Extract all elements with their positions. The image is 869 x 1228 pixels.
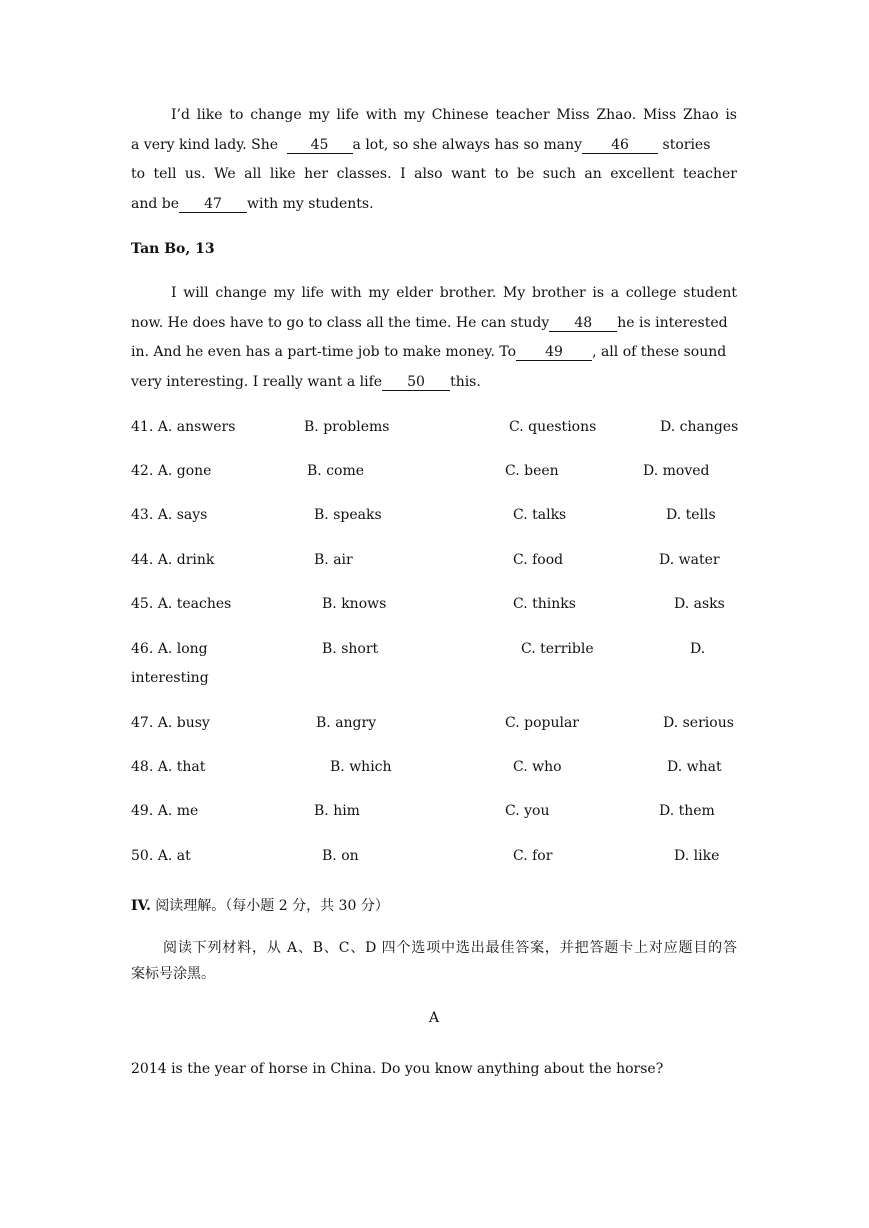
passage1-line4 — [131, 194, 737, 214]
q46-option-b: B. short — [322, 641, 379, 657]
passage2-line4 — [131, 372, 737, 392]
q49-option-a: 49. A. me — [131, 803, 199, 819]
q47-option-a: 47. A. busy — [131, 715, 210, 731]
blank-47: 47 — [179, 196, 247, 213]
q46-option-c: C. terrible — [521, 641, 594, 657]
passage2-text: he is interested — [617, 315, 728, 331]
passage2-text: very interesting. I really want a life — [131, 374, 383, 390]
section-instruction-line1: 阅读下列材料，从 A、B、C、D 四个选项中选出最佳答案，并把答题卡上对应题目的答 — [163, 940, 737, 956]
passage1-line1: I’d like to change my life with my Chinese teacher Miss Zhao. Miss Zhao is — [171, 107, 737, 123]
q44-option-a: 44. A. drink — [131, 552, 215, 568]
section-instruction-line2: 案标号涂黑。 — [131, 966, 215, 982]
passage1-text: with my students. — [247, 196, 374, 212]
q48-option-b: B. which — [330, 759, 392, 775]
q49-option-c: C. you — [505, 803, 550, 819]
blank-48: 48 — [549, 315, 617, 332]
q46-option-a: 46. A. long — [131, 641, 208, 657]
q45-option-d: D. asks — [674, 596, 725, 612]
passage2-text: in. And he even has a part-time job to make money. To — [131, 344, 517, 360]
author-tan-bo: Tan Bo, 13 — [131, 241, 215, 257]
q47-option-b: B. angry — [316, 715, 377, 731]
passage2-line2 — [131, 313, 737, 333]
q48-option-c: C. who — [513, 759, 562, 775]
q50-option-d: D. like — [674, 848, 720, 864]
passage2-text: , all of these sound — [592, 344, 727, 360]
q50-option-a: 50. A. at — [131, 848, 191, 864]
q47-option-c: C. popular — [505, 715, 579, 731]
q46-option-d: D. — [690, 641, 706, 657]
q49-option-d: D. them — [659, 803, 715, 819]
passage1-text: and be — [131, 196, 180, 212]
q49-option-b: B. him — [314, 803, 360, 819]
section-number: IV. — [131, 898, 151, 914]
blank-49: 49 — [516, 344, 592, 361]
q46-option-d-text: interesting — [131, 670, 209, 686]
q44-option-d: D. water — [659, 552, 720, 568]
q50-option-c: C. for — [513, 848, 553, 864]
passage2-line3 — [131, 342, 737, 362]
q42-option-c: C. been — [505, 463, 559, 479]
q50-option-b: B. on — [322, 848, 359, 864]
blank-50: 50 — [382, 374, 450, 391]
q41-option-d: D. changes — [660, 419, 739, 435]
q45-option-b: B. knows — [322, 596, 387, 612]
passage2-text: this. — [450, 374, 481, 390]
q43-option-a: 43. A. says — [131, 507, 208, 523]
q42-option-d: D. moved — [643, 463, 710, 479]
q45-option-c: C. thinks — [513, 596, 576, 612]
passage1-text: a lot, so she always has so many — [352, 137, 583, 153]
q48-option-d: D. what — [667, 759, 722, 775]
q43-option-b: B. speaks — [314, 507, 382, 523]
q43-option-c: C. talks — [513, 507, 567, 523]
passage-letter: A — [428, 1010, 440, 1026]
q41-option-c: C. questions — [509, 419, 597, 435]
q41-option-b: B. problems — [304, 419, 390, 435]
passage1-line3: to tell us. We all like her classes. I also want to be such an excellent teacher — [131, 166, 737, 182]
q48-option-a: 48. A. that — [131, 759, 206, 775]
q43-option-d: D. tells — [666, 507, 716, 523]
q44-option-b: B. air — [314, 552, 353, 568]
passage2-text: now. He does have to go to class all the time. He can study — [131, 315, 550, 331]
passage1-text: a very kind lady. She — [131, 137, 279, 153]
passage1-line2 — [131, 135, 737, 155]
section-iv-heading — [131, 896, 737, 916]
passage2-line1: I will change my life with my elder brother. My brother is a college student — [171, 285, 737, 301]
q47-option-d: D. serious — [663, 715, 734, 731]
q44-option-c: C. food — [513, 552, 564, 568]
q42-option-b: B. come — [307, 463, 365, 479]
blank-45: 45 — [287, 137, 353, 154]
q42-option-a: 42. A. gone — [131, 463, 212, 479]
section-title: 阅读理解。（每小题 2 分，共 30 分） — [155, 898, 389, 914]
q41-option-a: 41. A. answers — [131, 419, 236, 435]
q45-option-a: 45. A. teaches — [131, 596, 232, 612]
blank-46: 46 — [582, 137, 658, 154]
passage1-text: stories — [662, 137, 711, 153]
reading-first-line: 2014 is the year of horse in China. Do you know anything about the horse? — [131, 1061, 664, 1077]
